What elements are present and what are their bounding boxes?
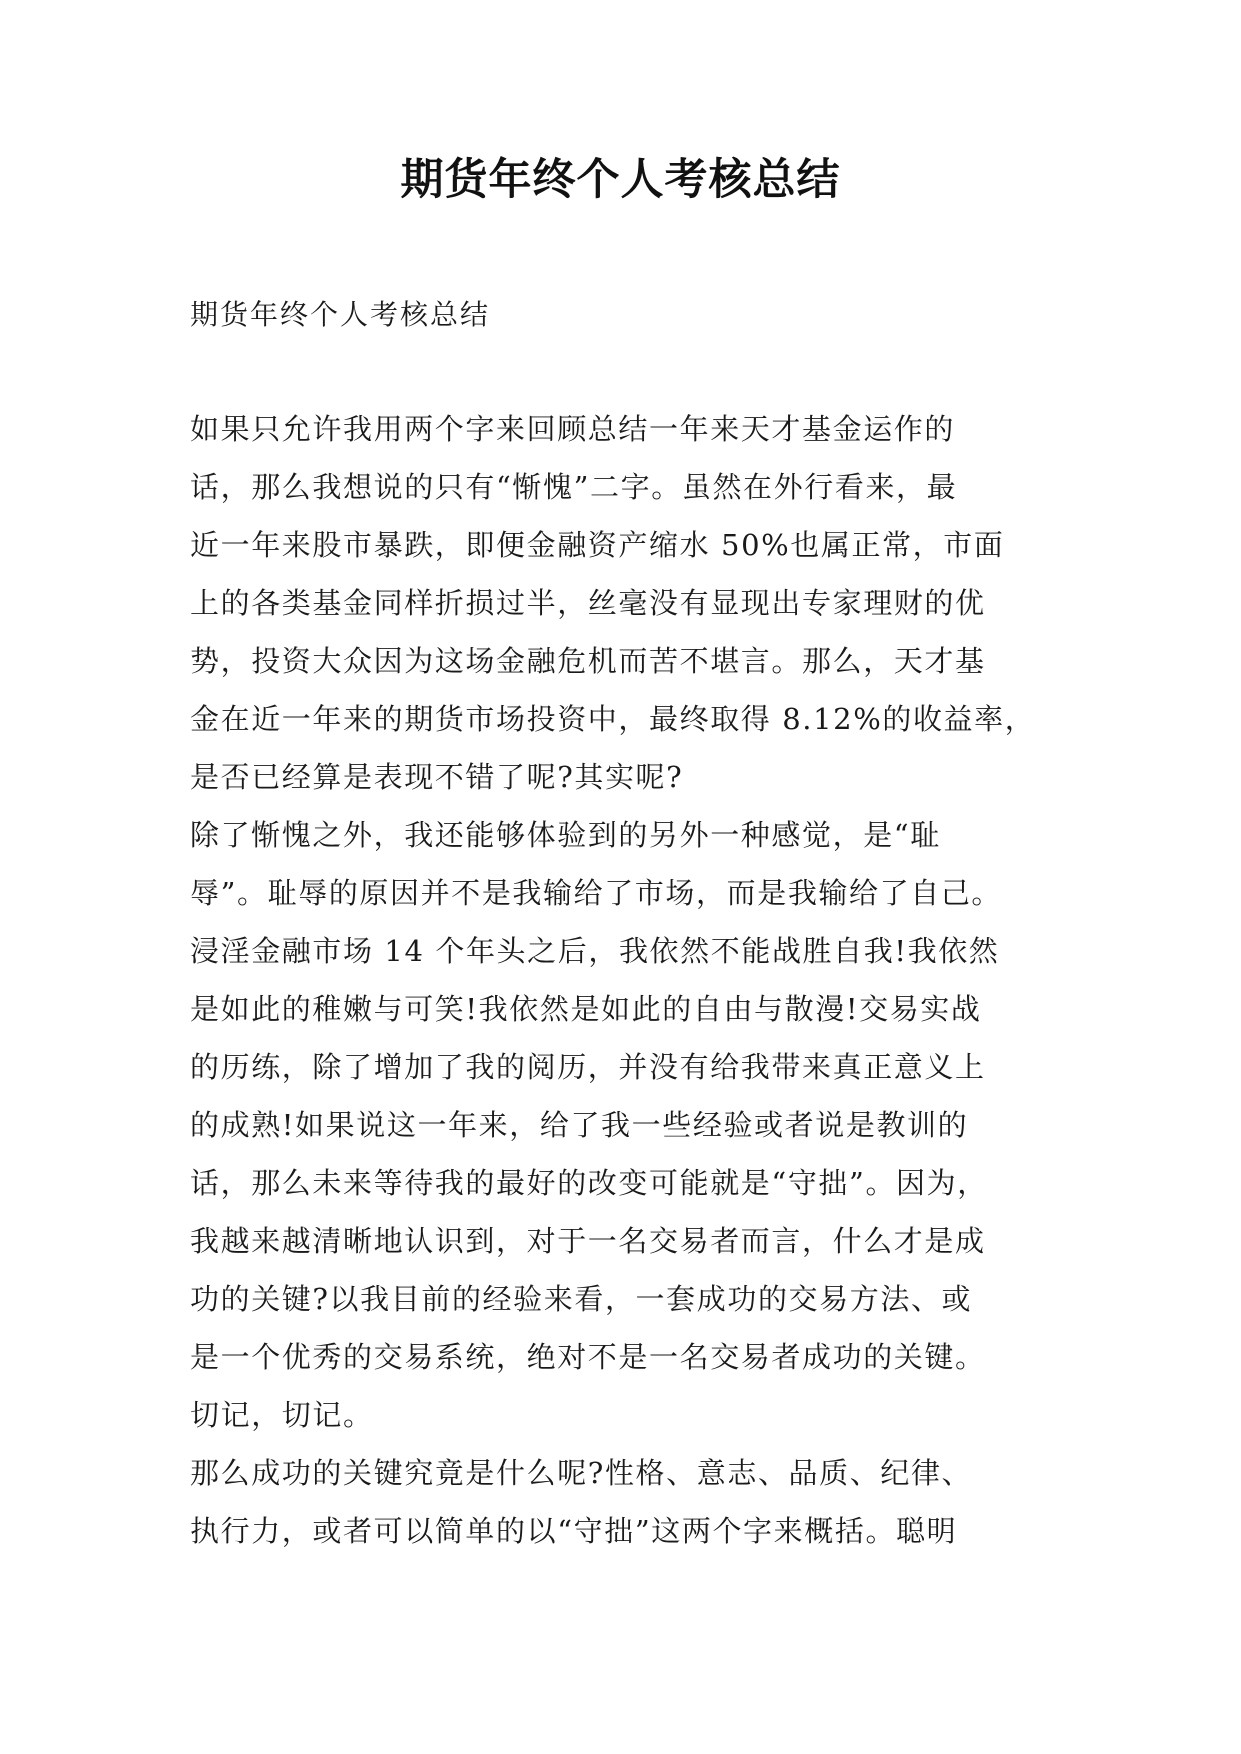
body-line: 势，投资大众因为这场金融危机而苦不堪言。那么，天才基 [190,644,986,678]
body-line: 除了惭愧之外，我还能够体验到的另外一种感觉，是“耻 [190,818,941,852]
body-line: 的成熟!如果说这一年来，给了我一些经验或者说是教训的 [190,1108,969,1142]
body-line: 那么成功的关键究竟是什么呢?性格、意志、品质、纪律、 [190,1456,973,1490]
body-line: 上的各类基金同样折损过半，丝毫没有显现出专家理财的优 [190,586,986,620]
body-line: 近一年来股市暴跌，即便金融资产缩水 50%也属正常，市面 [190,528,1005,562]
body-line: 我越来越清晰地认识到，对于一名交易者而言，什么才是成 [190,1224,986,1258]
body-line: 是一个优秀的交易系统，绝对不是一名交易者成功的关键。 [190,1340,986,1374]
body-line: 金在近一年来的期货市场投资中，最终取得 8.12%的收益率， [190,702,1036,736]
body-line: 浸淫金融市场 14 个年头之后，我依然不能战胜自我!我依然 [190,934,1000,968]
body-line: 功的关键?以我目前的经验来看，一套成功的交易方法、或 [190,1282,973,1316]
document-title: 期货年终个人考核总结 [400,155,841,205]
body-line: 是否已经算是表现不错了呢?其实呢? [190,760,684,794]
body-line: 话，那么我想说的只有“惭愧”二字。虽然在外行看来，最 [190,470,958,504]
body-line: 的历练，除了增加了我的阅历，并没有给我带来真正意义上 [190,1050,986,1084]
body-line: 话，那么未来等待我的最好的改变可能就是“守拙”。因为， [190,1166,988,1200]
body-line: 执行力，或者可以简单的以“守拙”这两个字来概括。聪明 [190,1514,958,1548]
body-line: 是如此的稚嫩与可笑!我依然是如此的自由与散漫!交易实战 [190,992,982,1026]
document-subtitle: 期货年终个人考核总结 [190,298,491,331]
body-line: 辱”。耻辱的原因并不是我输给了市场，而是我输给了自己。 [190,876,1003,910]
body-line: 切记，切记。 [190,1398,374,1432]
body-line: 如果只允许我用两个字来回顾总结一年来天才基金运作的 [190,412,956,446]
document-body [190,400,1090,1560]
